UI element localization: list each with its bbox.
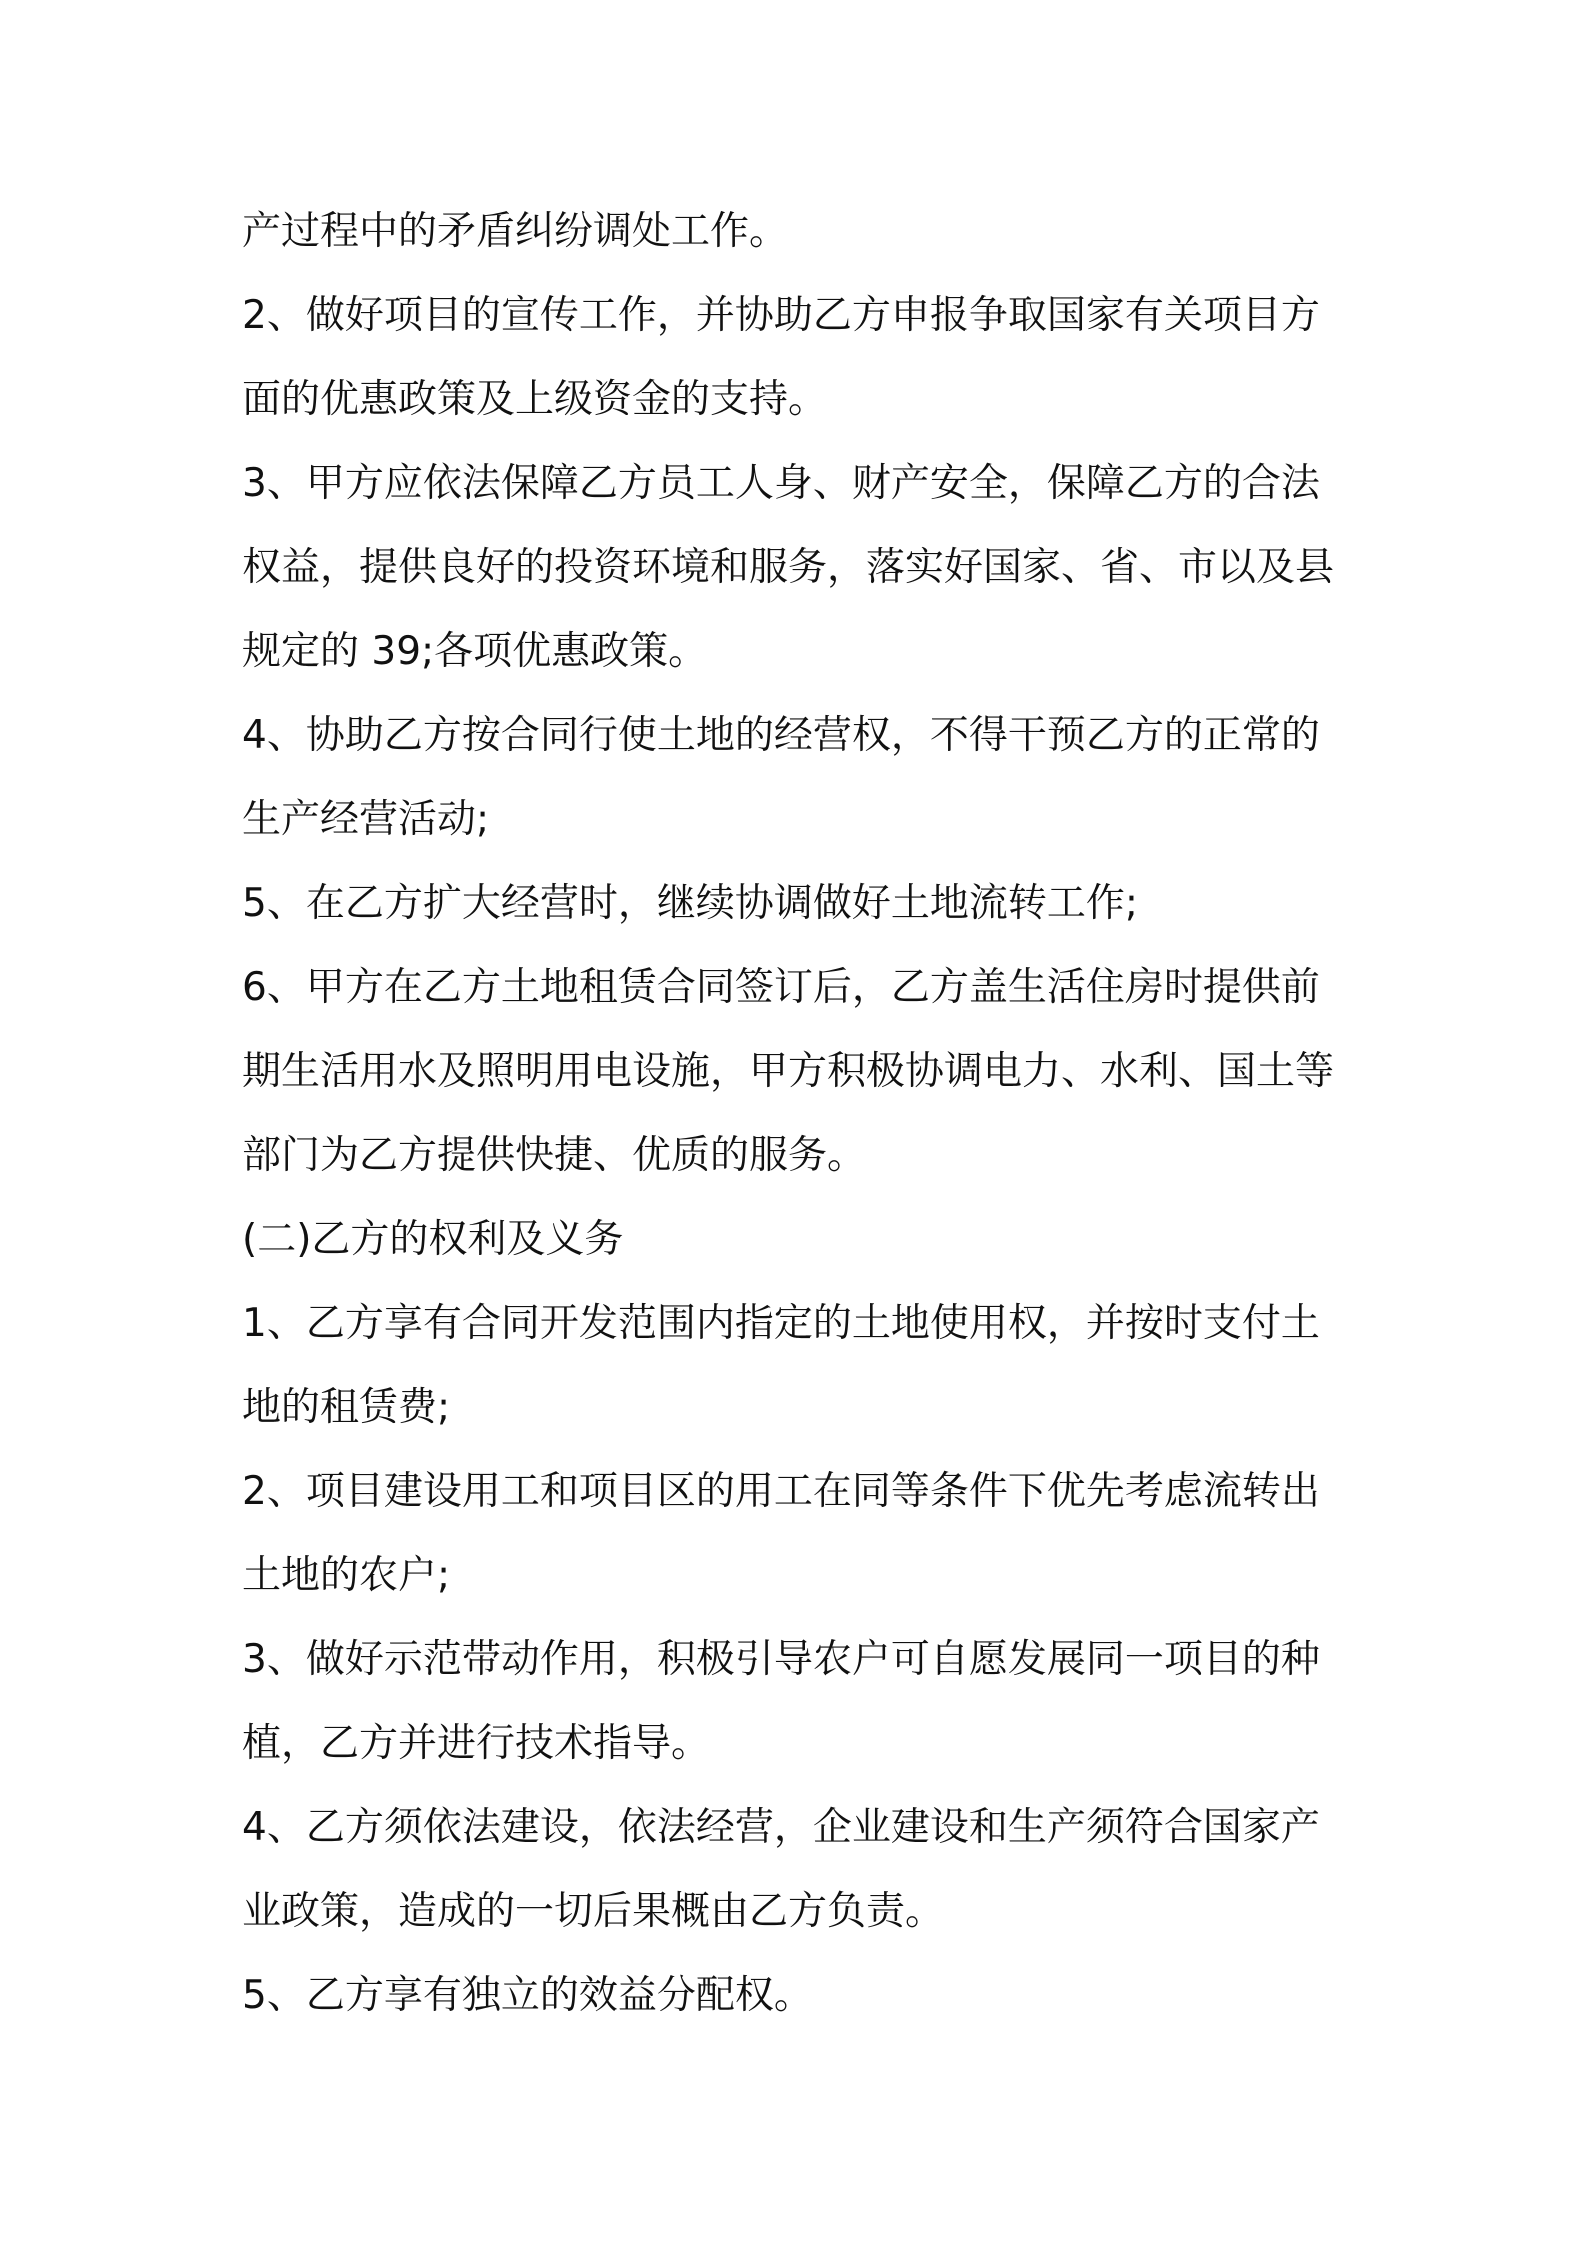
text-line: 1、乙方享有合同开发范围内指定的土地使用权，并按时支付土 (242, 1301, 1320, 1346)
text-line: 3、甲方应依法保障乙方员工人身、财产安全，保障乙方的合法 (242, 461, 1320, 506)
section-heading: (二)乙方的权利及义务 (242, 1217, 624, 1262)
text-line: 4、乙方须依法建设，依法经营，企业建设和生产须符合国家产 (242, 1805, 1320, 1850)
text-line: 5、在乙方扩大经营时，继续协调做好土地流转工作; (242, 881, 1138, 926)
text-line: 部门为乙方提供快捷、优质的服务。 (242, 1133, 867, 1178)
text-line: 植，乙方并进行技术指导。 (242, 1721, 711, 1766)
text-line: 5、乙方享有独立的效益分配权。 (242, 1973, 813, 2018)
text-line: 面的优惠政策及上级资金的支持。 (242, 377, 828, 422)
text-line: 规定的 39;各项优惠政策。 (242, 629, 708, 674)
text-line: 生产经营活动; (242, 797, 490, 842)
text-line: 2、做好项目的宣传工作，并协助乙方申报争取国家有关项目方 (242, 293, 1320, 338)
text-line: 土地的农户; (242, 1553, 451, 1598)
text-line: 产过程中的矛盾纠纷调处工作。 (242, 209, 789, 254)
text-line: 2、项目建设用工和项目区的用工在同等条件下优先考虑流转出 (242, 1469, 1320, 1514)
document-body (242, 190, 1362, 2038)
text-line: 4、协助乙方按合同行使土地的经营权，不得干预乙方的正常的 (242, 713, 1320, 758)
text-line: 业政策，造成的一切后果概由乙方负责。 (242, 1889, 945, 1934)
text-line: 期生活用水及照明用电设施，甲方积极协调电力、水利、国土等 (242, 1049, 1335, 1094)
text-line: 6、甲方在乙方土地租赁合同签订后，乙方盖生活住房时提供前 (242, 965, 1320, 1010)
text-line: 3、做好示范带动作用，积极引导农户可自愿发展同一项目的种 (242, 1637, 1320, 1682)
text-line: 权益，提供良好的投资环境和服务，落实好国家、省、市以及县 (242, 545, 1335, 590)
text-line: 地的租赁费; (242, 1385, 451, 1430)
